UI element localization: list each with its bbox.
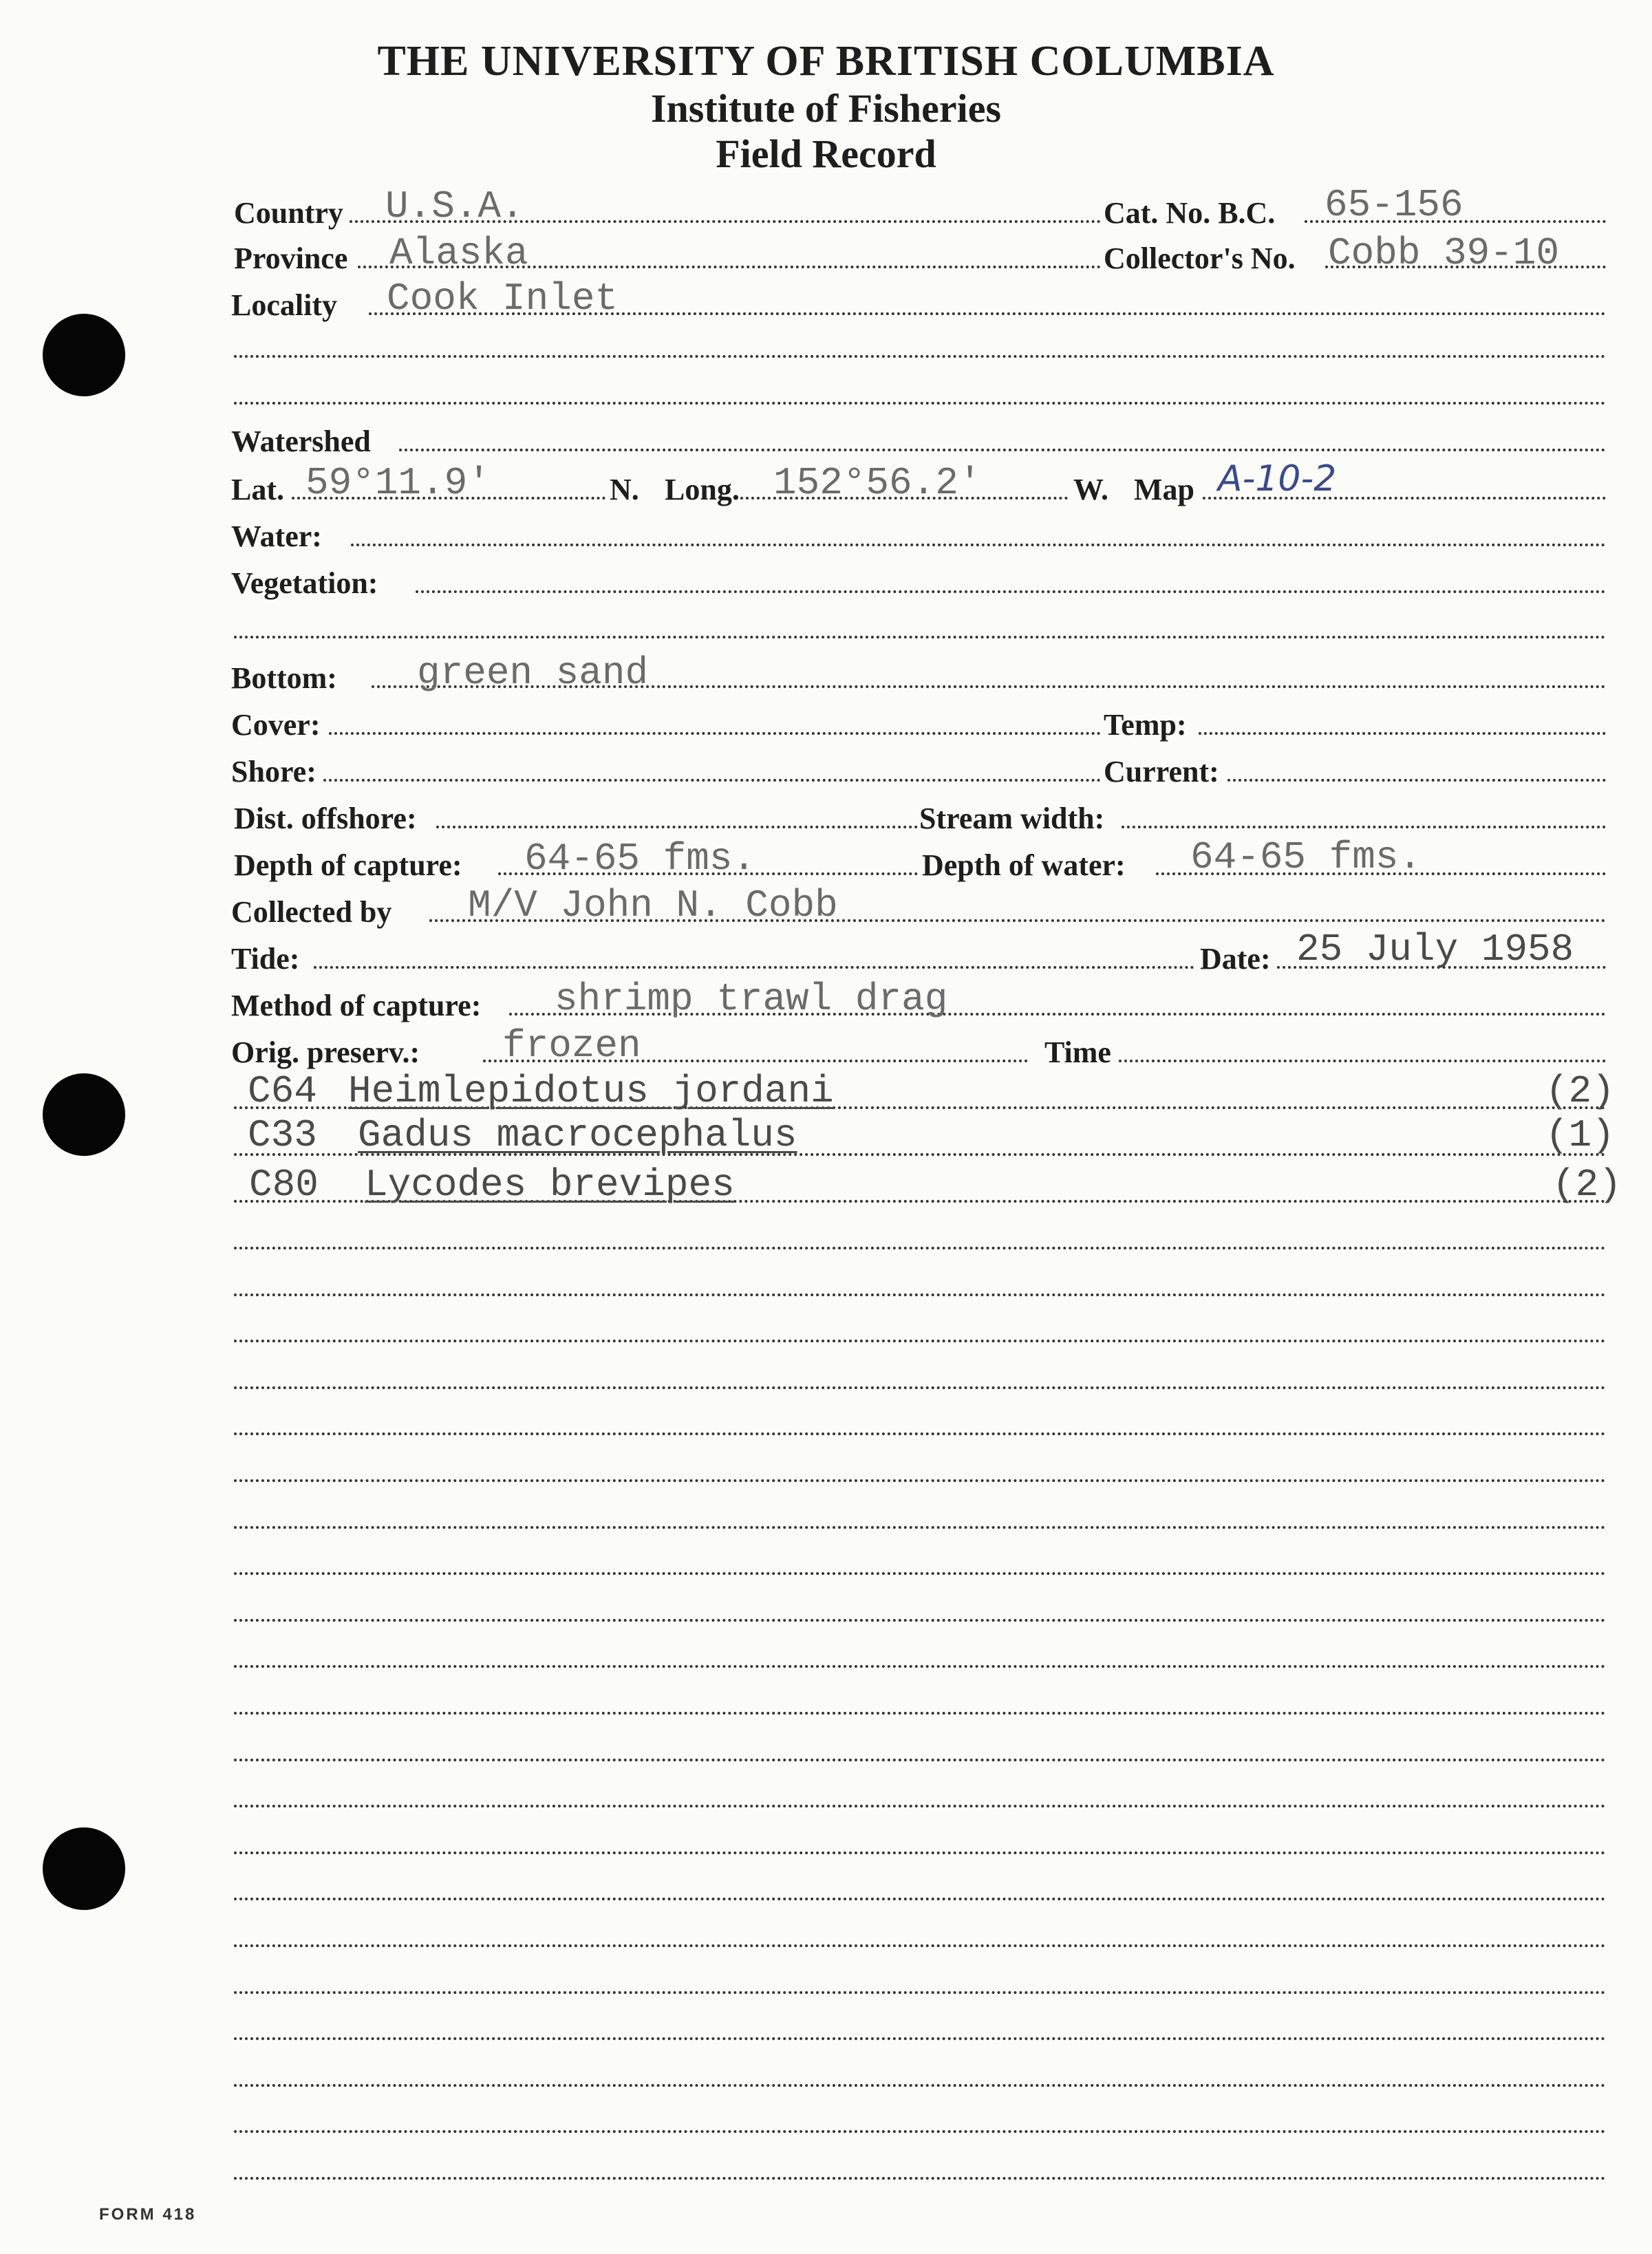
vegetation-label: Vegetation: [231,566,378,600]
blank-line [234,1340,1606,1342]
dist-offshore-line [436,826,918,828]
bottom-value: green sand [417,651,649,695]
tide-label: Tide: [231,942,300,976]
blank-line [234,1294,1606,1296]
date-label: Date: [1200,942,1271,976]
specimen-count: (2) [1552,1163,1622,1207]
tide-line [314,966,1194,969]
cover-label: Cover: [231,708,321,742]
method-of-capture-value: shrimp trawl drag [555,977,948,1021]
n-label: N. [610,473,639,506]
water-line [351,544,1606,546]
specimen-count: (2) [1545,1069,1615,1113]
lat-label: Lat. [231,473,284,506]
blank-line [234,1619,1606,1622]
specimen-code: C64 [248,1069,317,1113]
depth-of-capture-label: Depth of capture: [234,848,462,882]
binder-hole-bottom [43,1827,125,1910]
stream-width-line [1122,826,1606,828]
temp-line [1199,732,1606,735]
specimen-name: Heimlepidotus jordani [348,1069,834,1113]
blank-line [234,2177,1606,2180]
time-line [1119,1060,1606,1062]
blank-line [234,1386,1606,1389]
vegetation-line [416,590,1606,593]
collectors-no-label: Collector's No. [1104,242,1296,275]
cat-no-label: Cat. No. B.C. [1104,196,1276,230]
watershed-line [399,449,1606,451]
country-label: Country [234,196,343,230]
blank-line [234,1991,1606,1994]
blank-line [234,1665,1606,1668]
blank-line [234,1712,1606,1715]
collectors-no-value: Cobb 39-10 [1328,231,1560,275]
current-line [1227,779,1606,782]
province-value: Alaska [389,231,528,275]
country-value: U.S.A. [385,184,524,228]
long-value: 152°56.2' [773,461,982,505]
blank-line [234,1759,1606,1761]
locality-value: Cook Inlet [387,277,619,321]
orig-preserv-value: frozen [502,1024,641,1068]
blank-line [234,1572,1606,1575]
province-label: Province [234,242,348,275]
specimen-count: (1) [1545,1113,1615,1157]
method-of-capture-label: Method of capture: [231,989,482,1022]
w-label: W. [1073,473,1108,506]
collected-by-label: Collected by [231,895,392,929]
bottom-label: Bottom: [231,661,337,695]
shore-label: Shore: [231,755,317,788]
specimen-code: C33 [248,1113,317,1157]
department-title: Institute of Fisheries [650,86,1002,131]
temp-label: Temp: [1104,708,1187,742]
long-label: Long. [665,473,740,506]
map-value: A-10-2 [1218,458,1337,500]
cat-no-value: 65-156 [1324,183,1463,227]
dist-offshore-label: Dist. offshore: [234,802,417,835]
depth-of-capture-value: 64-65 fms. [524,837,756,881]
blank-line [234,1479,1606,1482]
stream-width-label: Stream width: [919,802,1105,835]
form-number: FORM 418 [99,2205,197,2224]
depth-of-water-label: Depth of water: [922,848,1126,882]
blank-line [234,1898,1606,1900]
form-title: Field Record [716,131,936,176]
blank-line [234,636,1606,638]
collected-by-value: M/V John N. Cobb [468,883,838,927]
water-label: Water: [231,519,322,553]
blank-line [234,1852,1606,1854]
blank-line [234,1526,1606,1529]
current-label: Current: [1104,755,1219,788]
specimen-code: C80 [249,1163,319,1207]
lat-value: 59°11.9' [305,461,491,505]
binder-hole-middle [43,1073,125,1156]
date-value: 25 July 1958 [1296,927,1574,972]
blank-line [234,402,1606,405]
institution-title: THE UNIVERSITY OF BRITISH COLUMBIA [377,38,1275,85]
cover-line [329,732,1101,735]
blank-line [234,1944,1606,1947]
specimen-name: Gadus macrocephalus [358,1113,797,1157]
binder-hole-top [43,314,125,396]
watershed-label: Watershed [231,425,371,458]
blank-line [234,2084,1606,2087]
locality-label: Locality [231,288,337,322]
blank-line [234,2130,1606,2133]
orig-preserv-label: Orig. preserv.: [231,1035,420,1069]
blank-line [234,1247,1606,1249]
depth-of-water-value: 64-65 fms. [1190,835,1422,879]
time-label: Time [1044,1035,1111,1069]
blank-line [234,355,1606,358]
blank-line [234,1432,1606,1435]
shore-line [323,779,1101,782]
specimen-name: Lycodes brevipes [365,1163,735,1207]
blank-line [234,2037,1606,2040]
map-label: Map [1134,473,1194,506]
blank-line [234,1805,1606,1807]
